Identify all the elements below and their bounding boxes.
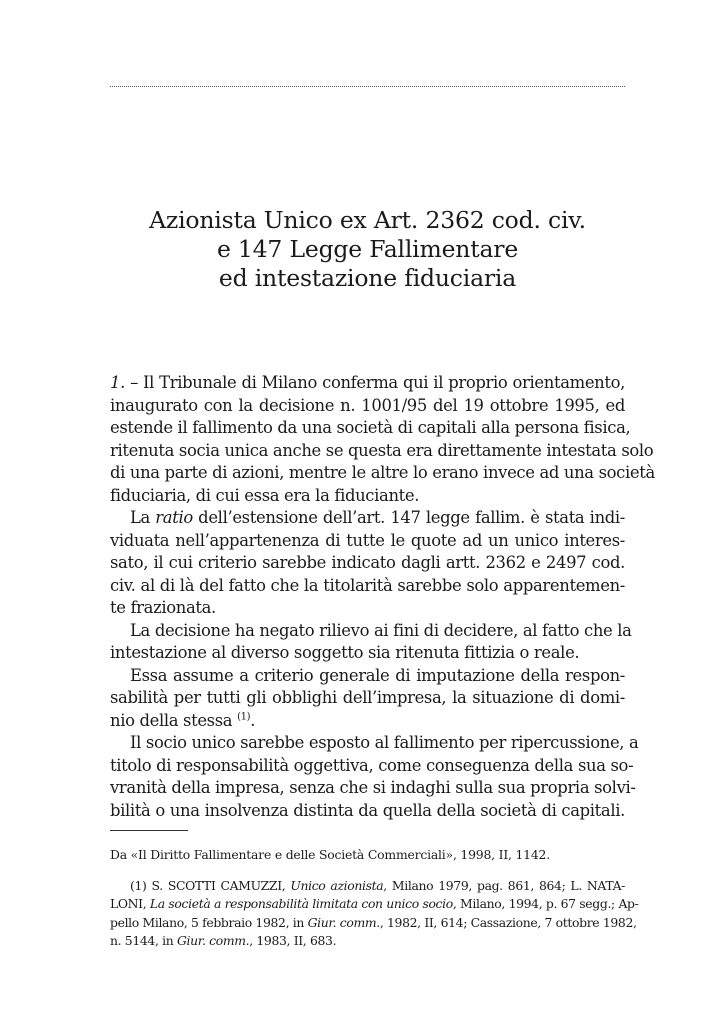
paragraph-5-line: vranità della impresa, senza che si indaghi sulla sua propria solvi- [110, 778, 636, 797]
footnote-1 [110, 877, 639, 950]
footnote-line: (1) S. SCOTTI CAMUZZI, Unico azionista, Milano 1979, pag. 861, 864; L. NATA- [130, 878, 626, 893]
source-citation: Da «Il Diritto Fallimentare e delle Società Commerciali», 1998, II, 1142. [110, 847, 550, 862]
paragraph-1-line: di una parte di azioni, mentre le altre lo erano invece ad una società [110, 463, 655, 482]
paragraph-3-line: La decisione ha negato rilievo ai fini di decidere, al fatto che la [130, 620, 632, 640]
article-body [110, 372, 655, 822]
paragraph-4-line: sabilità per tutti gli obblighi dell’impresa, la situazione di domi- [110, 688, 625, 707]
paragraph-1-line: estende il fallimento da una società di capitali alla persona fisica, [110, 418, 631, 437]
title-line-2: e 147 Legge Fallimentare [216, 235, 519, 263]
paragraph-1-line: fiduciaria, di cui essa era la fiduciante. [110, 485, 420, 505]
paragraph-2-line: civ. al di là del fatto che la titolarità sarebbe solo apparentemen- [110, 575, 625, 595]
title-line-3: ed intestazione fiduciaria [218, 264, 517, 292]
paragraph-2-line: viduata nell’appartenenza di tutte le quote ad un unico interes- [110, 530, 625, 550]
footnote-line: n. 5144, in Giur. comm., 1983, II, 683. [110, 932, 337, 948]
section-number: 1. [110, 373, 125, 392]
paragraph-1-line: 1. – Il Tribunale di Milano conferma qui il proprio orientamento, [110, 373, 625, 392]
paragraph-4-line: Essa assume a criterio generale di imputazione della respon- [130, 665, 625, 685]
paragraph-1-line: ritenuta socia unica anche se questa era direttamente intestata solo [110, 440, 654, 460]
paragraph-5-line: bilità o una insolvenza distinta da quella della società di capitali. [110, 800, 625, 820]
paragraph-2-line: La ratio dell’estensione dell’art. 147 legge fallim. è stata indi- [130, 508, 625, 527]
title-line-1: Azionista Unico ex Art. 2362 cod. civ. [149, 206, 586, 234]
footnote-separator [110, 830, 188, 831]
paragraph-2-line: sato, il cui criterio sarebbe indicato dagli artt. 2362 e 2497 cod. [110, 553, 625, 572]
paragraph-4-line: nio della stessa $^{(1)}$. [110, 710, 256, 730]
page-title [110, 206, 625, 293]
header-rule [110, 86, 625, 87]
footnote-line: pello Milano, 5 febbraio 1982, in Giur. comm., 1982, II, 614; Cassazione, 7 ottobre 1982, [110, 914, 637, 930]
paragraph-5-line: Il socio unico sarebbe esposto al fallimento per ripercussione, a [130, 733, 639, 752]
paragraph-2-line: te frazionata. [110, 598, 216, 617]
paragraph-3-line: intestazione al diverso soggetto sia ritenuta fittizia o reale. [110, 643, 580, 662]
footnote-reference[interactable]: (1) [237, 711, 251, 723]
footnote-line: LONI, La società a responsabilità limitata con unico socio, Milano, 1994, p. 67 segg.; Ap- [110, 896, 639, 912]
paragraph-1-line: inaugurato con la decisione n. 1001/95 del 19 ottobre 1995, ed [110, 395, 625, 415]
paragraph-5-line: titolo di responsabilità oggettiva, come conseguenza della sua so- [110, 755, 634, 775]
